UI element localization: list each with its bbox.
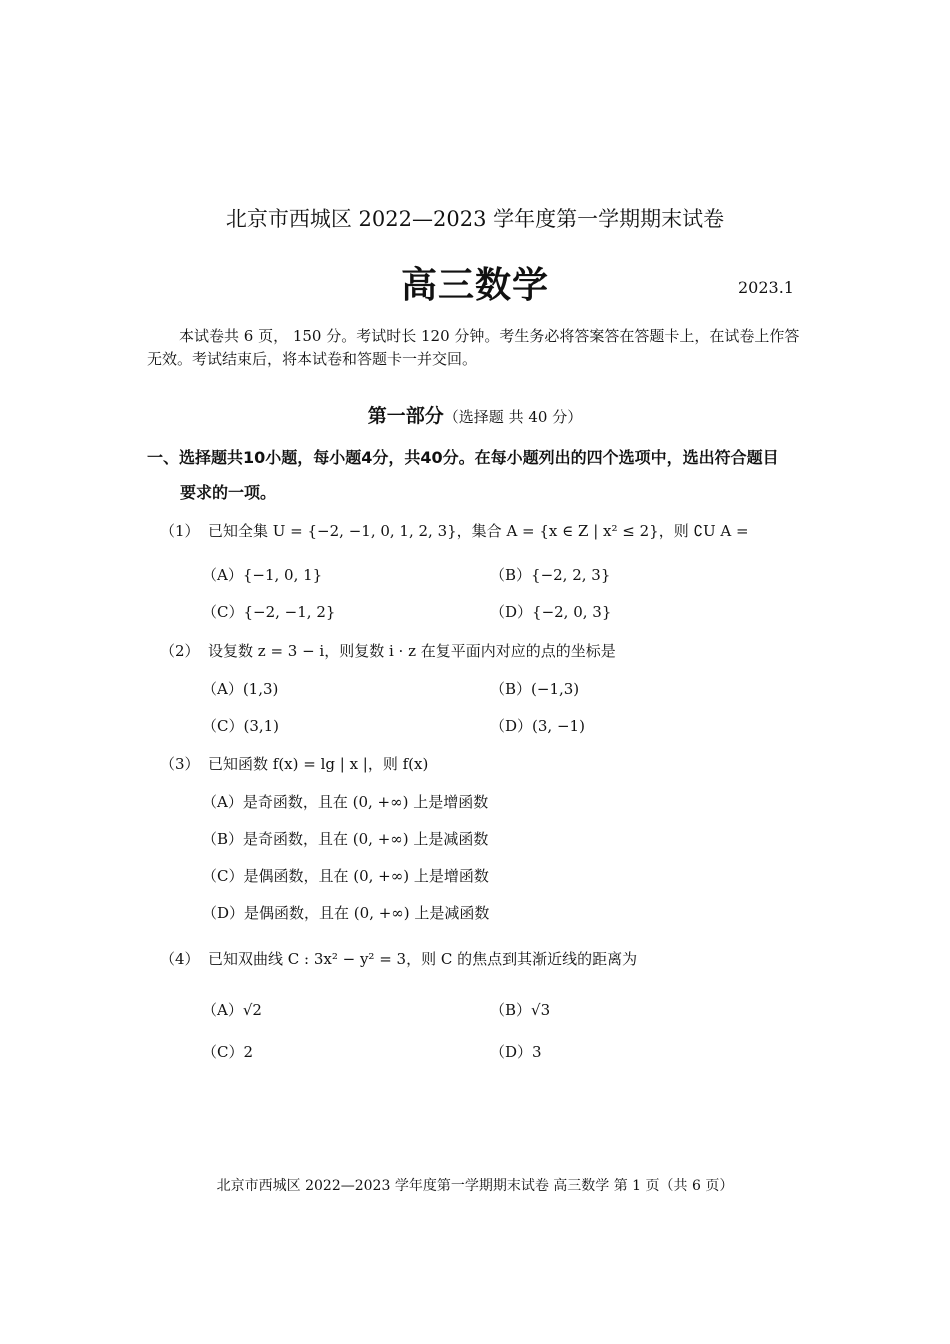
question-2-number: （2） — [160, 642, 200, 660]
question-1-option-d: （D）{−2, 0, 3} — [490, 603, 612, 621]
question-3-number: （3） — [160, 755, 200, 773]
question-4-number: （4） — [160, 950, 200, 968]
part-note: （选择题 共 40 分） — [443, 408, 583, 426]
section-instructions-line2: 要求的一项。 — [180, 483, 277, 502]
part-heading — [0, 401, 950, 428]
question-1-text: 已知全集 U = {−2, −1, 0, 1, 2, 3}，集合 A = {x ∈ Z | x² ≤ 2}，则 ∁U A = — [208, 522, 749, 540]
exam-title: 北京市西城区 2022—2023 学年度第一学期期末试卷 — [225, 207, 725, 231]
part-title: 第一部分 — [367, 405, 444, 427]
question-4-option-a: （A）√2 — [202, 1001, 262, 1019]
question-1-option-b: （B）{−2, 2, 3} — [490, 566, 611, 584]
question-3-option-a: （A）是奇函数，且在 (0, +∞) 上是增函数 — [202, 793, 489, 811]
subject-title: 高三数学 — [400, 265, 549, 306]
question-1-number: （1） — [160, 522, 200, 540]
question-2-option-c: （C）(3,1) — [202, 717, 280, 735]
question-3-text: 已知函数 f(x) = lg | x |，则 f(x) — [208, 755, 429, 773]
question-4-option-c: （C）2 — [202, 1043, 254, 1061]
question-3-option-b: （B）是奇函数，且在 (0, +∞) 上是减函数 — [202, 830, 489, 848]
question-4-stem — [160, 948, 637, 969]
question-3-option-c: （C）是偶函数，且在 (0, +∞) 上是增函数 — [202, 867, 489, 885]
question-4-option-d: （D）3 — [490, 1043, 542, 1061]
question-3-option-d: （D）是偶函数，且在 (0, +∞) 上是减函数 — [202, 904, 490, 922]
question-3-stem — [160, 753, 428, 774]
question-2-option-d: （D）(3, −1) — [490, 717, 585, 735]
section-instructions-line1: 一、选择题共10小题，每小题4分，共40分。在每小题列出的四个选项中，选出符合题目 — [147, 448, 779, 467]
question-1-stem — [160, 520, 749, 541]
question-4-option-b: （B）√3 — [490, 1001, 551, 1019]
exam-date: 2023.1 — [738, 278, 794, 297]
question-1-option-c: （C）{−2, −1, 2} — [202, 603, 336, 621]
question-2-stem — [160, 640, 616, 661]
section-instructions — [147, 440, 807, 510]
question-1-option-a: （A）{−1, 0, 1} — [202, 566, 323, 584]
question-2-text: 设复数 z = 3 − i，则复数 i · z 在复平面内对应的点的坐标是 — [208, 642, 616, 660]
page-footer: 北京市西城区 2022—2023 学年度第一学期期末试卷 高三数学 第 1 页（共 6 页） — [216, 1178, 734, 1194]
exam-instructions: 本试卷共 6 页， 150 分。考试时长 120 分钟。考生务必将答案答在答题卡上，在试卷上作答无效。考试结束后，将本试卷和答题卡一并交回。 — [147, 327, 800, 368]
question-4-text: 已知双曲线 C : 3x² − y² = 3，则 C 的焦点到其渐近线的距离为 — [208, 950, 638, 968]
question-2-option-a: （A）(1,3) — [202, 680, 279, 698]
question-2-option-b: （B）(−1,3) — [490, 680, 580, 698]
